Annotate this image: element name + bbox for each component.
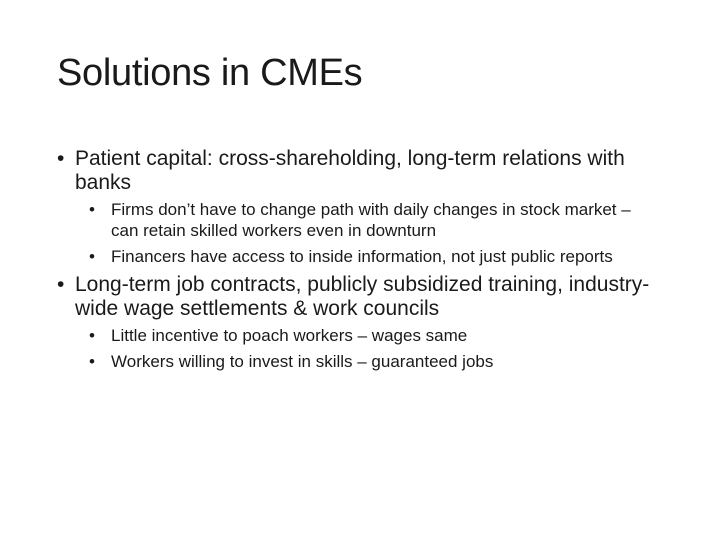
- sub-bullet-list: [89, 325, 657, 372]
- bullet-icon: •: [57, 273, 65, 296]
- sub-bullet-text: Workers willing to invest in skills – guaranteed jobs: [111, 352, 494, 371]
- sub-bullet-point: [89, 246, 657, 267]
- slide-title: Solutions in CMEs: [57, 52, 363, 94]
- bullet-icon: •: [89, 352, 95, 371]
- bullet-icon: •: [89, 326, 95, 345]
- bullet-text: Long-term job contracts, publicly subsidized training, industry-wide wage settlements & work councils: [75, 273, 650, 320]
- bullet-icon: •: [57, 147, 65, 170]
- sub-bullet-point: [89, 351, 657, 372]
- sub-bullet-text: Firms don’t have to change path with daily changes in stock market – can retain skilled workers even in downturn: [111, 200, 631, 240]
- sub-bullet-list: [89, 199, 657, 267]
- sub-bullet-text: Little incentive to poach workers – wages same: [111, 326, 468, 345]
- bullet-point: [57, 147, 657, 195]
- bullet-text: Patient capital: cross-shareholding, long-term relations with banks: [75, 147, 625, 194]
- sub-bullet-text: Financers have access to inside information, not just public reports: [111, 247, 613, 266]
- bullet-icon: •: [89, 247, 95, 266]
- slide-content: [57, 147, 657, 378]
- bullet-point: [57, 273, 657, 321]
- sub-bullet-point: [89, 199, 657, 241]
- bullet-icon: •: [89, 200, 95, 219]
- sub-bullet-point: [89, 325, 657, 346]
